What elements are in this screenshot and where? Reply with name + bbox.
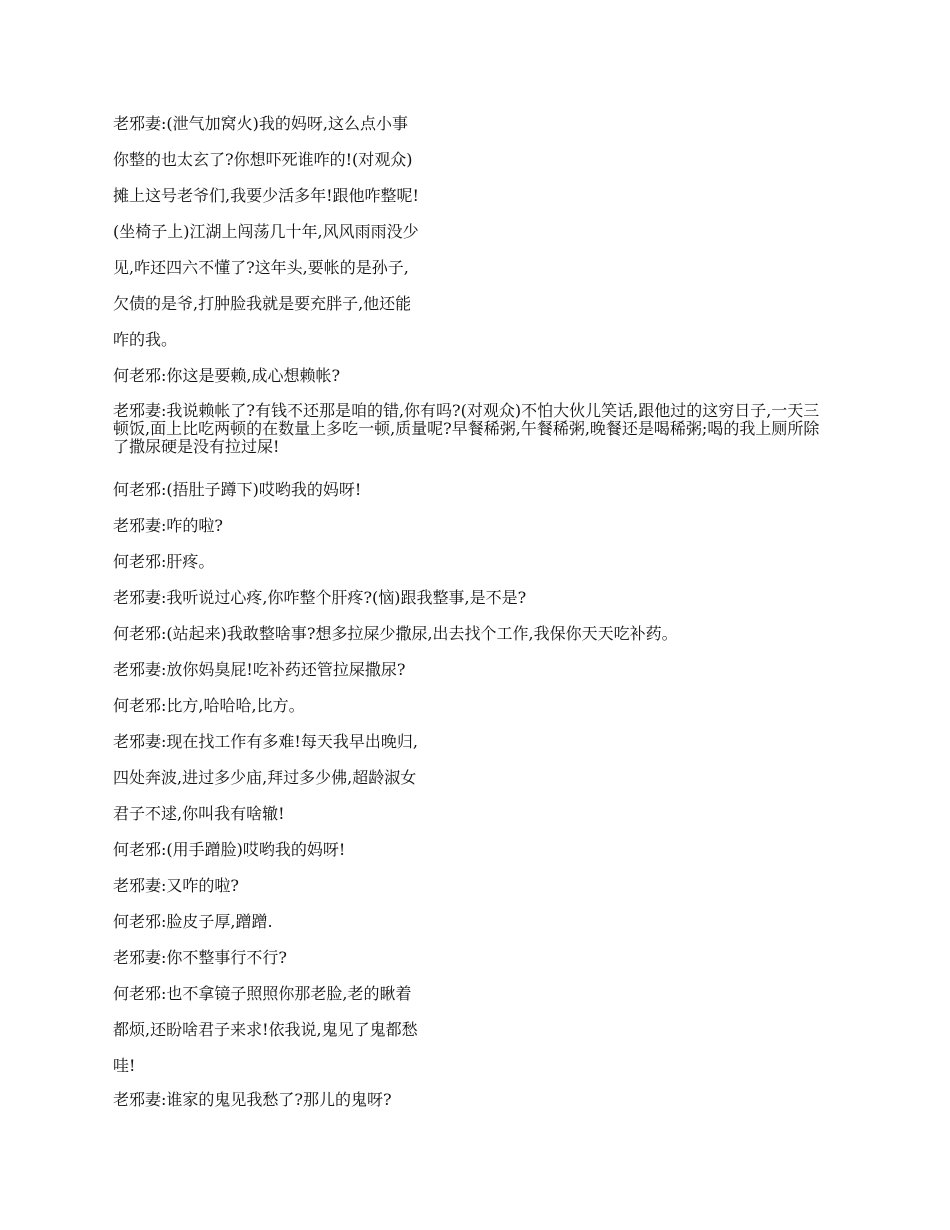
- script-line: 何老邪:(站起来)我敢整啥事?想多拉屎少撒尿,出去找个工作,我保你天天吃补药。: [113, 624, 678, 643]
- script-line: 老邪妻:谁家的鬼见我愁了?那儿的鬼呀?: [113, 1090, 392, 1109]
- script-line: 老邪妻:现在找工作有多难!每天我早出晚归,: [113, 732, 418, 751]
- script-line: 都烦,还盼啥君子来求!依我说,鬼见了鬼都愁: [113, 1020, 418, 1039]
- script-line: 你整的也太玄了?你想吓死谁咋的!(对观众): [113, 150, 413, 169]
- script-line: 何老邪:脸皮子厚,蹭蹭.: [113, 912, 273, 931]
- script-line: 何老邪:也不拿镜子照照你那老脸,老的瞅着: [113, 984, 412, 1003]
- script-line: 咋的我。: [113, 330, 178, 349]
- script-line: 摊上这号老爷们,我要少活多年!跟他咋整呢!: [113, 186, 419, 205]
- script-line: 哇!: [113, 1056, 136, 1075]
- script-line: 何老邪:比方,哈哈哈,比方。: [113, 696, 305, 715]
- script-line: 老邪妻:我听说过心疼,你咋整个肝疼?(恼)跟我整事,是不是?: [113, 588, 527, 607]
- script-line: (坐椅子上)江湖上闯荡几十年,风风雨雨没少: [113, 222, 419, 241]
- script-line: 四处奔波,进过多少庙,拜过多少佛,超龄淑女: [113, 768, 417, 787]
- script-line: 何老邪:肝疼。: [113, 552, 215, 571]
- script-line: 欠债的是爷,打肿脸我就是要充胖子,他还能: [113, 294, 412, 313]
- script-line: 何老邪:(捂肚子蹲下)哎哟我的妈呀!: [113, 480, 362, 499]
- script-line: 见,咋还四六不懂了?这年头,要帐的是孙子,: [113, 258, 409, 277]
- script-paragraph: 老邪妻:我说赖帐了?有钱不还那是咱的错,你有吗?(对观众)不怕大伙儿笑话,跟他过的这穷日子,一天三顿饭,面上比吃两顿的在数量上多吃一顿,质量呢?早餐稀粥,午餐稀粥,晚餐还是喝稀粥;喝的我上厕所除了撒尿硬是没有拉过屎!: [113, 401, 820, 456]
- script-line: 老邪妻:咋的啦?: [113, 516, 223, 535]
- script-line: 何老邪:你这是要赖,成心想赖帐?: [113, 366, 341, 385]
- script-line: 老邪妻:(泄气加窝火)我的妈呀,这么点小事: [113, 114, 408, 133]
- script-line: 老邪妻:又咋的啦?: [113, 876, 239, 895]
- script-line: 老邪妻:你不整事行不行?: [113, 948, 287, 967]
- script-line: 何老邪:(用手蹭脸)哎哟我的妈呀!: [113, 840, 346, 859]
- script-line: 君子不逑,你叫我有啥辙!: [113, 804, 285, 823]
- script-line: 老邪妻:放你妈臭屁!吃补药还管拉屎撒尿?: [113, 660, 406, 679]
